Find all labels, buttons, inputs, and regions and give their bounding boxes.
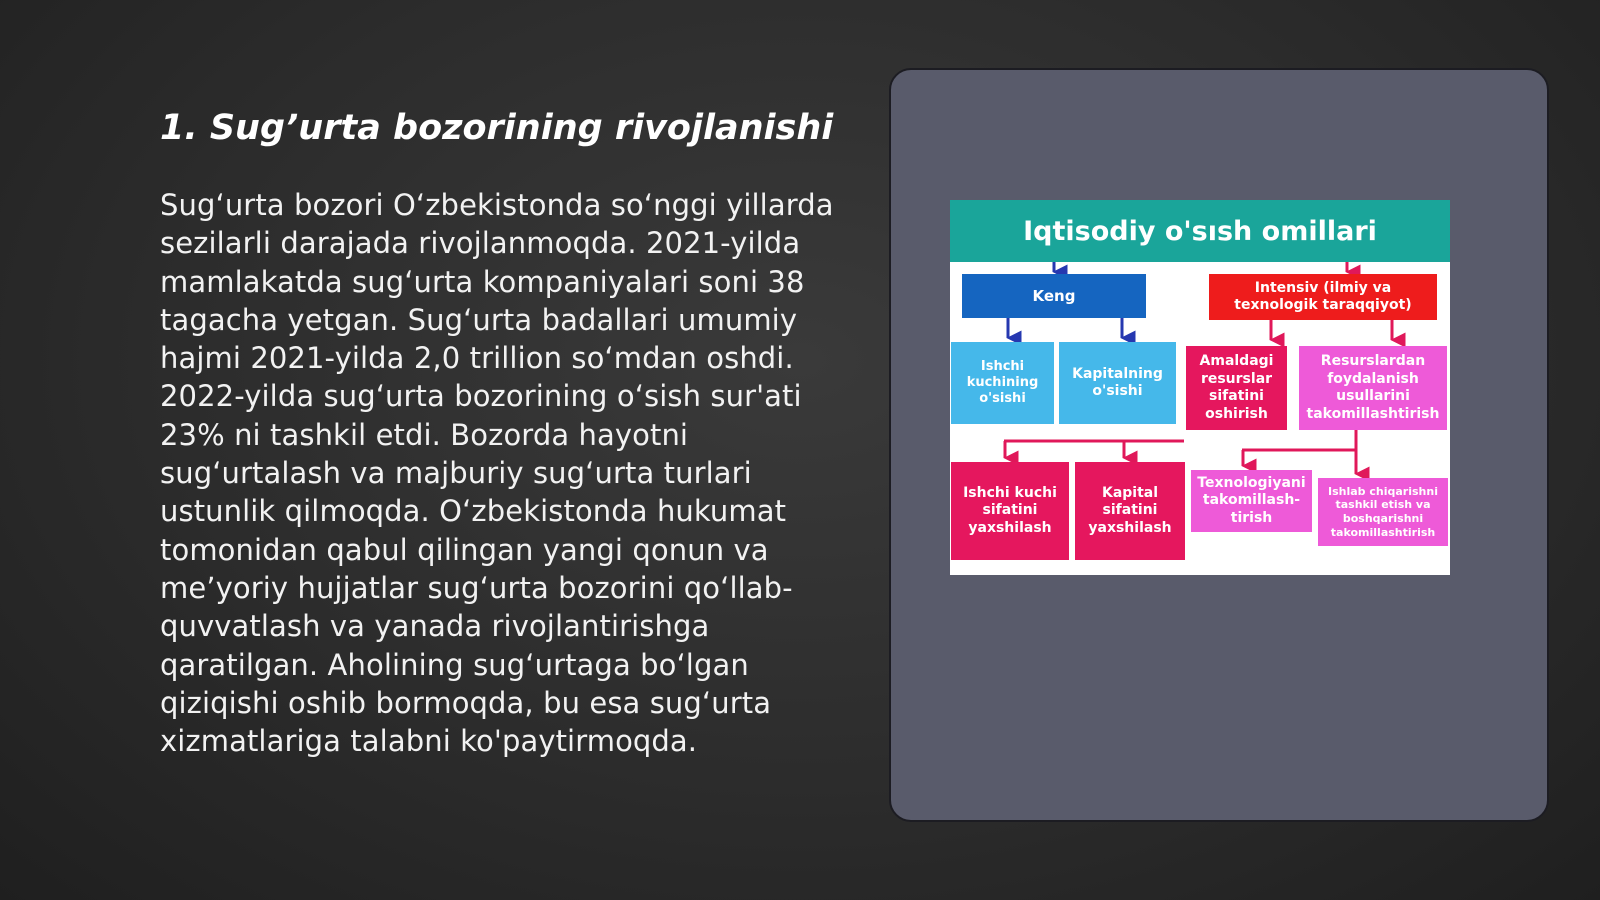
slide-body-text: Sug‘urta bozori O‘zbekistonda so‘nggi yillarda sezilarli darajada rivojlanmoqda. 2021-yilda mamlakatda sug‘urta kompaniyalari soni 38 tagacha yetgan. Sug‘urta badallari umumiy hajmi 2021-yilda 2,0 trillion so‘mdan oshdi. 2022-yilda sug‘urta bozorining o‘sish sur'ati 23% ni tashkil etdi. Bozorda hayotni sug‘urtalash va majburiy sug‘urta turlari ustunlik qilmoqda. O‘zbekistonda hukumat tomonidan qabul qilingan yangi qonun va me’yoriy hujjatlar sug‘urta bozorini qo‘llab-quvvatlash va yanada rivojlantirishga qaratilgan. Aholining sug‘urtaga bo‘lgan qiziqishi oshib bormoqda, bu esa sug‘urta xizmatlariga talabni ko'paytirmoqda. [160, 188, 834, 759]
ishchi-kuchi-sifati-box: Ishchi kuchi sifatini yaxshilash [951, 462, 1069, 560]
economic-growth-factors-diagram [950, 200, 1450, 575]
slide-title: 1. Sug’urta bozorining rivojlanishi [160, 108, 834, 148]
kapitalning-box: Kapitalning o'sishi [1059, 342, 1176, 424]
amaldagi-box: Amaldagi resurslar sifatini oshirish [1186, 346, 1287, 430]
ishchi-kuchining-box: Ishchi kuchining o'sishi [951, 342, 1054, 424]
intensiv-box: Intensiv (ilmiy va texnologik taraqqiyot) [1209, 274, 1437, 320]
texnologiyani-box: Texnologiyani takomillash-tirish [1191, 470, 1312, 532]
ishlab-chiqarish-box: Ishlab chiqarishni tashkil etish va boshqarishni takomillashtirish [1318, 478, 1448, 546]
resurslardan-box: Resurslardan foydalanish usullarini takomillashtirish [1299, 346, 1447, 430]
keng-box: Keng [962, 274, 1146, 318]
diagram-title: Iqtisodiy o'sısh omillari [950, 200, 1450, 262]
kapital-sifati-box: Kapital sifatini yaxshilash [1075, 462, 1185, 560]
